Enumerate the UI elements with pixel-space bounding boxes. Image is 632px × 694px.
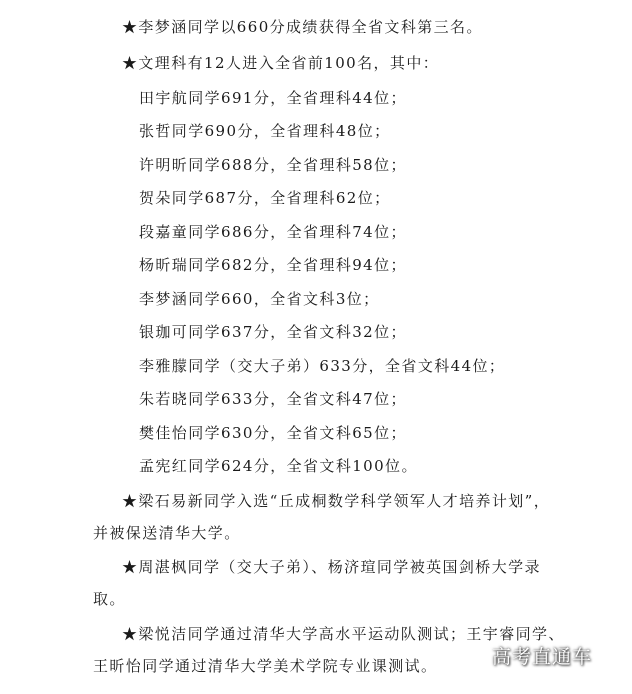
list-item: 贺朵同学687分，全省理科62位； — [139, 189, 391, 207]
list-item: 段嘉童同学686分，全省理科74位； — [139, 223, 407, 241]
list-item: 李雅朦同学（交大子弟）633分，全省文科44位； — [139, 357, 506, 375]
list-item: 朱若晓同学633分，全省文科47位； — [139, 390, 407, 408]
note-qiuchengtong-line2: 并被保送清华大学。 — [93, 524, 241, 542]
watermark: 高考直通车 — [492, 646, 593, 668]
note-tsinghua-line1: ★梁悦洁同学通过清华大学高水平运动队测试；王宇睿同学、 — [122, 625, 565, 643]
list-item: 樊佳怡同学630分，全省文科65位； — [139, 424, 407, 442]
note-qiuchengtong-line1: ★梁石易新同学入选“丘成桐数学科学领军人才培养计划”， — [122, 492, 551, 510]
list-item: 许明昕同学688分，全省理科58位； — [139, 156, 407, 174]
note-cambridge-line1: ★周湛枫同学（交大子弟）、杨济瑄同学被英国剑桥大学录 — [122, 558, 541, 576]
list-item: 李梦涵同学660，全省文科3位； — [139, 290, 380, 308]
list-item: 孟宪红同学624分，全省文科100位。 — [139, 457, 418, 475]
paragraph-top100-intro: ★文理科有12人进入全省前100名，其中： — [122, 54, 440, 72]
list-item: 银珈可同学637分，全省文科32位； — [139, 323, 407, 341]
list-item: 田宇航同学691分，全省理科44位； — [139, 89, 407, 107]
note-tsinghua-line2: 王昕怡同学通过清华大学美术学院专业课测试。 — [93, 657, 438, 675]
paragraph-top-rank: ★李梦涵同学以660分成绩获得全省文科第三名。 — [122, 18, 483, 36]
note-cambridge-line2: 取。 — [93, 590, 126, 608]
list-item: 杨昕瑞同学682分，全省理科94位； — [139, 256, 407, 274]
list-item: 张哲同学690分，全省理科48位； — [139, 122, 391, 140]
